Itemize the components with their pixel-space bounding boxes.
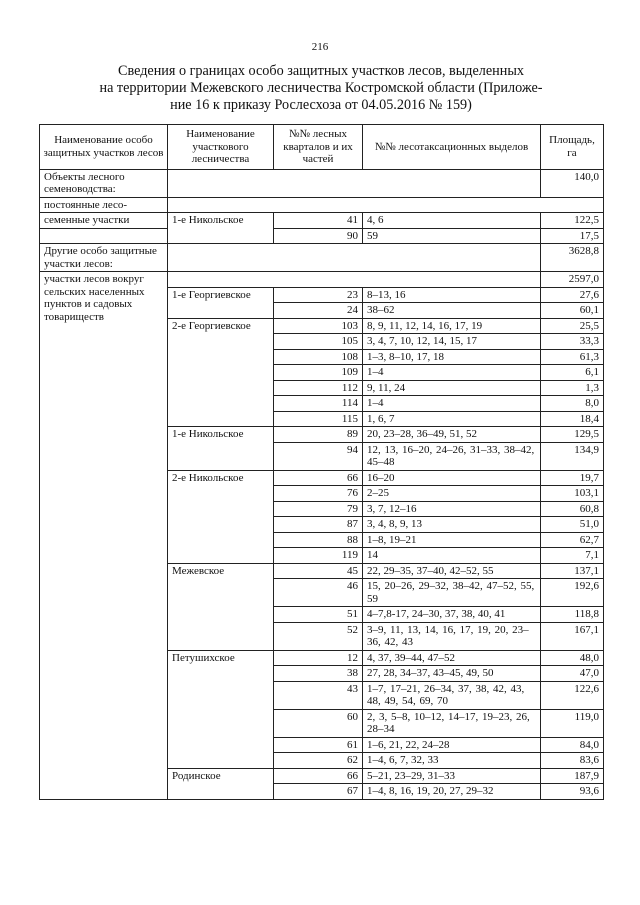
- allotment-cell: 4–7,8-17, 24–30, 37, 38, 40, 41: [363, 607, 541, 623]
- area-cell: 140,0: [541, 169, 604, 197]
- section-label: Объекты лесного семеноводства:: [40, 169, 168, 197]
- quarter-cell: 89: [274, 427, 363, 443]
- allotment-cell: 9, 11, 24: [363, 380, 541, 396]
- allotment-cell: 8–13, 16: [363, 287, 541, 303]
- area-cell: 60,8: [541, 501, 604, 517]
- forestry-cell: Родинское: [168, 768, 274, 799]
- allotment-cell: 16–20: [363, 470, 541, 486]
- section-label: Другие особо защитные участки лесов:: [40, 244, 168, 272]
- allotment-cell: 1–4, 6, 7, 32, 33: [363, 753, 541, 769]
- forestry-cell: Петушихское: [168, 650, 274, 768]
- area-cell: 1,3: [541, 380, 604, 396]
- table-row: [40, 213, 604, 229]
- area-cell: 187,9: [541, 768, 604, 784]
- area-cell: 103,1: [541, 486, 604, 502]
- forestry-cell: 1-е Никольское: [168, 213, 274, 244]
- quarter-cell: 41: [274, 213, 363, 229]
- quarter-cell: 52: [274, 622, 363, 650]
- quarter-cell: 103: [274, 318, 363, 334]
- header-quarters: №№ лесных кварталов и их частей: [274, 125, 363, 170]
- table-row: [40, 169, 604, 197]
- quarter-cell: 88: [274, 532, 363, 548]
- quarter-cell: 62: [274, 753, 363, 769]
- quarter-cell: 115: [274, 411, 363, 427]
- area-cell: 19,7: [541, 470, 604, 486]
- allotment-cell: 1–6, 21, 22, 24–28: [363, 737, 541, 753]
- area-cell: 61,3: [541, 349, 604, 365]
- header-protected-area: Наименование особо защитных участков лесов: [40, 125, 168, 170]
- quarter-cell: 12: [274, 650, 363, 666]
- area-cell: 18,4: [541, 411, 604, 427]
- quarter-cell: 23: [274, 287, 363, 303]
- allotment-cell: 3, 7, 12–16: [363, 501, 541, 517]
- quarter-cell: 46: [274, 579, 363, 607]
- section-label: семенные участки: [40, 213, 168, 229]
- quarter-cell: 66: [274, 768, 363, 784]
- page-number: 216: [311, 41, 329, 53]
- area-cell: 137,1: [541, 563, 604, 579]
- quarter-cell: 67: [274, 784, 363, 800]
- area-cell: 83,6: [541, 753, 604, 769]
- area-cell: 27,6: [541, 287, 604, 303]
- protected-areas-table: [39, 124, 604, 800]
- allotment-cell: 15, 20–26, 29–32, 38–42, 47–52, 55, 59: [363, 579, 541, 607]
- area-cell: 134,9: [541, 442, 604, 470]
- quarter-cell: 38: [274, 666, 363, 682]
- area-cell: 60,1: [541, 303, 604, 319]
- allotment-cell: 1, 6, 7: [363, 411, 541, 427]
- area-cell: 192,6: [541, 579, 604, 607]
- area-cell: 122,5: [541, 213, 604, 229]
- quarter-cell: 109: [274, 365, 363, 381]
- quarter-cell: 79: [274, 501, 363, 517]
- area-cell: 122,6: [541, 681, 604, 709]
- area-cell: 118,8: [541, 607, 604, 623]
- area-cell: 7,1: [541, 548, 604, 564]
- area-cell: 8,0: [541, 396, 604, 412]
- area-cell: 129,5: [541, 427, 604, 443]
- quarter-cell: 51: [274, 607, 363, 623]
- title-line: Сведения о границах особо защитных участков лесов, выделенных: [118, 63, 524, 79]
- quarter-cell: 112: [274, 380, 363, 396]
- section-label: постоянные лесо-: [40, 197, 168, 213]
- table-row: [40, 272, 604, 288]
- allotment-cell: 1–4, 8, 16, 19, 20, 27, 29–32: [363, 784, 541, 800]
- area-cell: 6,1: [541, 365, 604, 381]
- area-cell: 3628,8: [541, 244, 604, 272]
- forestry-cell: 1-е Никольское: [168, 427, 274, 471]
- allotment-cell: 12, 13, 16–20, 24–26, 31–33, 38–42, 45–48: [363, 442, 541, 470]
- allotment-cell: 38–62: [363, 303, 541, 319]
- quarter-cell: 90: [274, 228, 363, 244]
- allotment-cell: 22, 29–35, 37–40, 42–52, 55: [363, 563, 541, 579]
- quarter-cell: 76: [274, 486, 363, 502]
- allotment-cell: 2–25: [363, 486, 541, 502]
- allotment-cell: 2, 3, 5–8, 10–12, 14–17, 19–23, 26, 28–34: [363, 709, 541, 737]
- forestry-cell: Межевское: [168, 563, 274, 650]
- forestry-cell: 1-е Георгиевское: [168, 287, 274, 318]
- allotment-cell: 5–21, 23–29, 31–33: [363, 768, 541, 784]
- allotment-cell: 1–4: [363, 396, 541, 412]
- section-label: участки лесов вокруг сельских населенных пунктов и садовых товариществ: [40, 272, 168, 800]
- header-area: Площадь, га: [541, 125, 604, 170]
- allotment-cell: 4, 6: [363, 213, 541, 229]
- area-cell: 47,0: [541, 666, 604, 682]
- allotment-cell: 3, 4, 7, 10, 12, 14, 15, 17: [363, 334, 541, 350]
- table-row: [40, 228, 604, 244]
- allotment-cell: 3–9, 11, 13, 14, 16, 17, 19, 20, 23–36, 42, 43: [363, 622, 541, 650]
- quarter-cell: 94: [274, 442, 363, 470]
- quarter-cell: 87: [274, 517, 363, 533]
- quarter-cell: 66: [274, 470, 363, 486]
- area-cell: 48,0: [541, 650, 604, 666]
- allotment-cell: 1–4: [363, 365, 541, 381]
- area-cell: 167,1: [541, 622, 604, 650]
- allotment-cell: 27, 28, 34–37, 43–45, 49, 50: [363, 666, 541, 682]
- allotment-cell: 1–7, 17–21, 26–34, 37, 38, 42, 43, 48, 49, 54, 69, 70: [363, 681, 541, 709]
- quarter-cell: 24: [274, 303, 363, 319]
- allotment-cell: 14: [363, 548, 541, 564]
- area-cell: 51,0: [541, 517, 604, 533]
- quarter-cell: 119: [274, 548, 363, 564]
- area-cell: 119,0: [541, 709, 604, 737]
- quarter-cell: 108: [274, 349, 363, 365]
- area-cell: 25,5: [541, 318, 604, 334]
- allotment-cell: 4, 37, 39–44, 47–52: [363, 650, 541, 666]
- allotment-cell: 59: [363, 228, 541, 244]
- allotment-cell: 1–3, 8–10, 17, 18: [363, 349, 541, 365]
- header-forestry: Наименование участкового лесничества: [168, 125, 274, 170]
- table-row: [40, 244, 604, 272]
- area-cell: 62,7: [541, 532, 604, 548]
- quarter-cell: 114: [274, 396, 363, 412]
- table-row: [40, 197, 604, 213]
- forestry-cell: 2-е Никольское: [168, 470, 274, 563]
- allotment-cell: 1–8, 19–21: [363, 532, 541, 548]
- quarter-cell: 105: [274, 334, 363, 350]
- area-cell: 2597,0: [541, 272, 604, 288]
- forestry-cell: 2-е Георгиевское: [168, 318, 274, 427]
- title-line: ние 16 к приказу Рослесхоза от 04.05.2016 № 159): [170, 97, 472, 113]
- quarter-cell: 60: [274, 709, 363, 737]
- quarter-cell: 43: [274, 681, 363, 709]
- quarter-cell: 61: [274, 737, 363, 753]
- quarter-cell: 45: [274, 563, 363, 579]
- area-cell: 93,6: [541, 784, 604, 800]
- allotment-cell: 3, 4, 8, 9, 13: [363, 517, 541, 533]
- document-title: [96, 63, 546, 114]
- area-cell: 17,5: [541, 228, 604, 244]
- allotment-cell: 20, 23–28, 36–49, 51, 52: [363, 427, 541, 443]
- title-line: на территории Межевского лесничества Костромской области (Приложе-: [99, 80, 543, 96]
- area-cell: 33,3: [541, 334, 604, 350]
- area-cell: 84,0: [541, 737, 604, 753]
- header-allotments: №№ лесотаксационных выделов: [363, 125, 541, 170]
- allotment-cell: 8, 9, 11, 12, 14, 16, 17, 19: [363, 318, 541, 334]
- table-header-row: [40, 125, 604, 170]
